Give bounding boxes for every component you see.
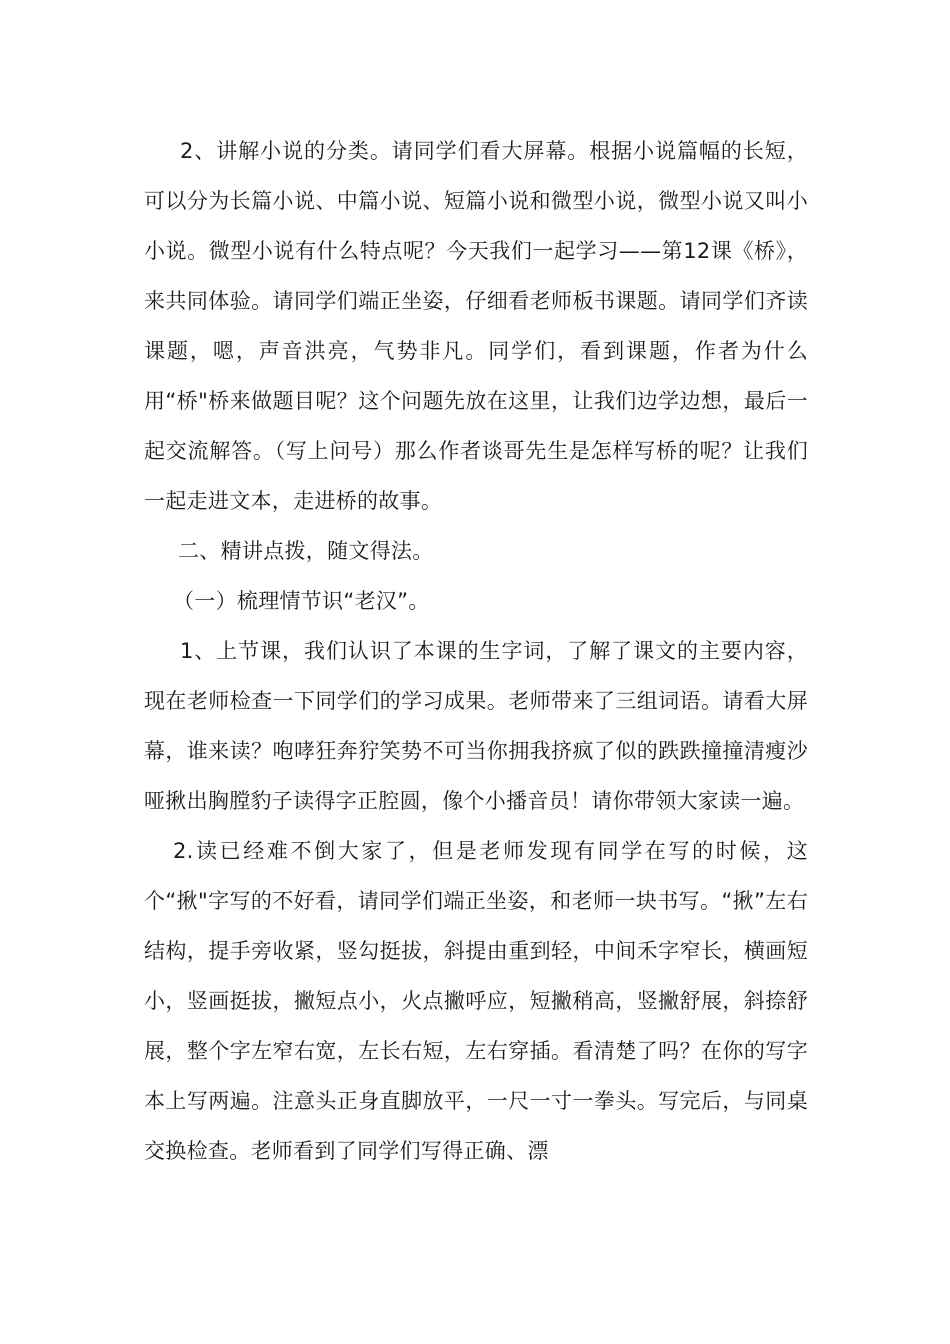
document-body: [144, 126, 808, 1176]
section-heading-two: 二、精讲点拨，随文得法。: [178, 539, 434, 563]
paragraph-novel-classification: 2、讲解小说的分类。请同学们看大屏幕。根据小说篇幅的长短，可以分为长篇小说、中篇小说、短篇小说和微型小说，微型小说又叫小小说。微型小说有什么特点呢？今天我们一起学习——第12课《桥》，来共同体验。请同学们端正坐姿，仔细看老师板书课题。请同学们齐读课题，嗯，声音洪亮，气势非凡。同学们，看到课题，作者为什么用“桥"桥来做题目呢？这个问题先放在这里，让我们边学边想，最后一起交流解答。（写上问号）那么作者谈哥先生是怎样写桥的呢？让我们一起走进文本，走进桥的故事。: [144, 139, 808, 513]
paragraph-vocabulary-check: 1、上节课，我们认识了本课的生字词，了解了课文的主要内容，现在老师检查一下同学们的学习成果。老师带来了三组词语。请看大屏幕，谁来读？咆哮狂奔狞笑势不可当你拥我挤疯了似的跌跌撞撞清瘦沙哑揪出胸膛豹子读得字正腔圆，像个小播音员！请你带领大家读一遍。: [144, 639, 808, 813]
subsection-heading-one: （一）梳理情节识“老汉”。: [173, 589, 430, 613]
paragraph-writing-practice: 2.读已经难不倒大家了，但是老师发现有同学在写的时候，这个“揪"字写的不好看，请同学们端正坐姿，和老师一块书写。“揪”左右结构，提手旁收紧，竖勾挺拔，斜提由重到轻，中间禾字窄长，横画短小，竖画挺拔，撇短点小，火点撇呼应，短撇稍高，竖撇舒展，斜捺舒展，整个字左窄右宽，左长右短，左右穿插。看清楚了吗？在你的写字本上写两遍。注意头正身直脚放平，一尺一寸一拳头。写完后，与同桌交换检查。老师看到了同学们写得正确、漂: [144, 839, 808, 1163]
